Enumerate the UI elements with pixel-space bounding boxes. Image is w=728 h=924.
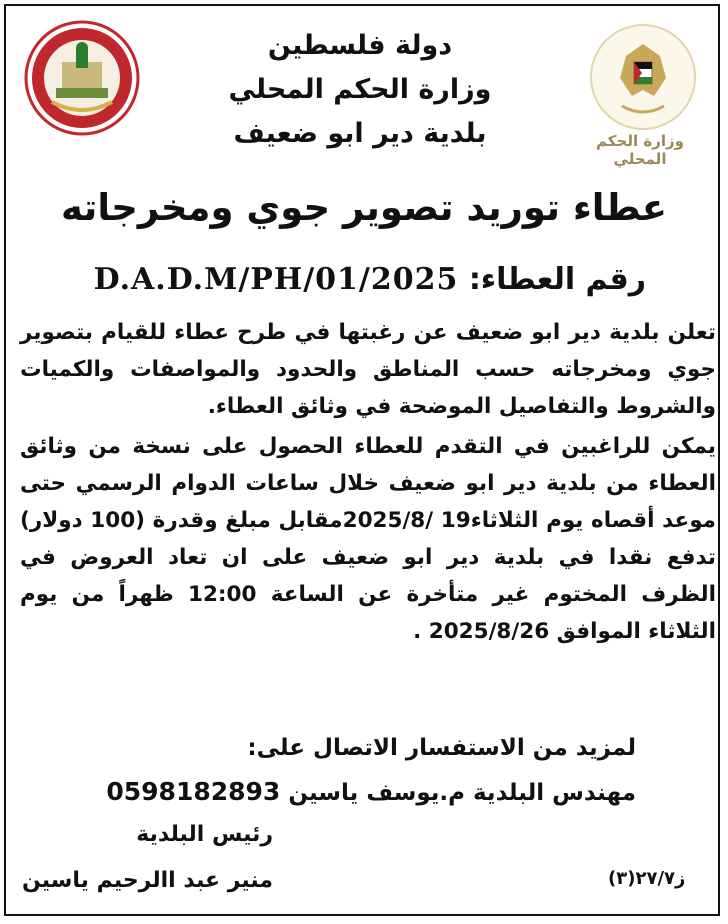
publication-reference: ز٢٧/٧(٣)	[608, 868, 686, 889]
contact-phone: 0598182893	[106, 777, 281, 806]
contact-intro: لمزيد من الاستفسار الاتصال على:	[247, 735, 636, 761]
tender-number-code: D.A.D.M/PH/01/2025	[93, 262, 459, 297]
signature-block	[22, 812, 273, 904]
tender-title: عطاء توريد تصوير جوي ومخرجاته	[60, 186, 668, 229]
state-name: دولة فلسطين	[267, 30, 453, 61]
municipality-seal-logo	[22, 18, 142, 138]
announcement-paragraph-2: يمكن للراغبين في التقدم للعطاء الحصول على نسخة من وثائق العطاء من بلدية دير ابو ضعيف خلال ساعات الدوام الرسمي حتى موعد أقصاه يوم الثلاثاء19 /2025/8مقابل مبلغ وقدرة (100 دولار) تدفع نقدا في بلدية دير ابو ضعيف على ان تعاد العروض في الظرف المختوم غير متأخرة عن الساعة 12:00 ظهراً من يوم الثلاثاء الموافق 2025/8/26 .	[20, 434, 716, 644]
tender-number-label: رقم العطاء:	[468, 262, 646, 297]
signature-name: منير عبد االرحيم ياسين	[22, 868, 274, 893]
ministry-emblem-logo	[588, 22, 698, 132]
announcement-body	[20, 314, 716, 650]
ministry-name: وزارة الحكم المحلي	[228, 74, 492, 105]
letterhead	[160, 24, 560, 156]
signature-role: رئيس البلدية	[136, 822, 274, 847]
ministry-logo-caption: وزارة الحكم المحلي	[596, 132, 684, 168]
announcement-paragraph-1: تعلن بلدية دير ابو ضعيف عن رغبتها في طرح عطاء للقيام بتصوير جوي ومخرجاته حسب المناطق والحدود والمواصفات والكميات والشروط والتفاصيل الموضحة في وثائق العطاء.	[20, 320, 716, 419]
contact-engineer: مهندس البلدية م.يوسف ياسين	[288, 780, 636, 806]
contact-block	[76, 726, 636, 815]
municipality-name: بلدية دير ابو ضعيف	[233, 118, 487, 149]
contact-engineer-line	[76, 770, 636, 815]
tender-number-line	[94, 262, 646, 297]
